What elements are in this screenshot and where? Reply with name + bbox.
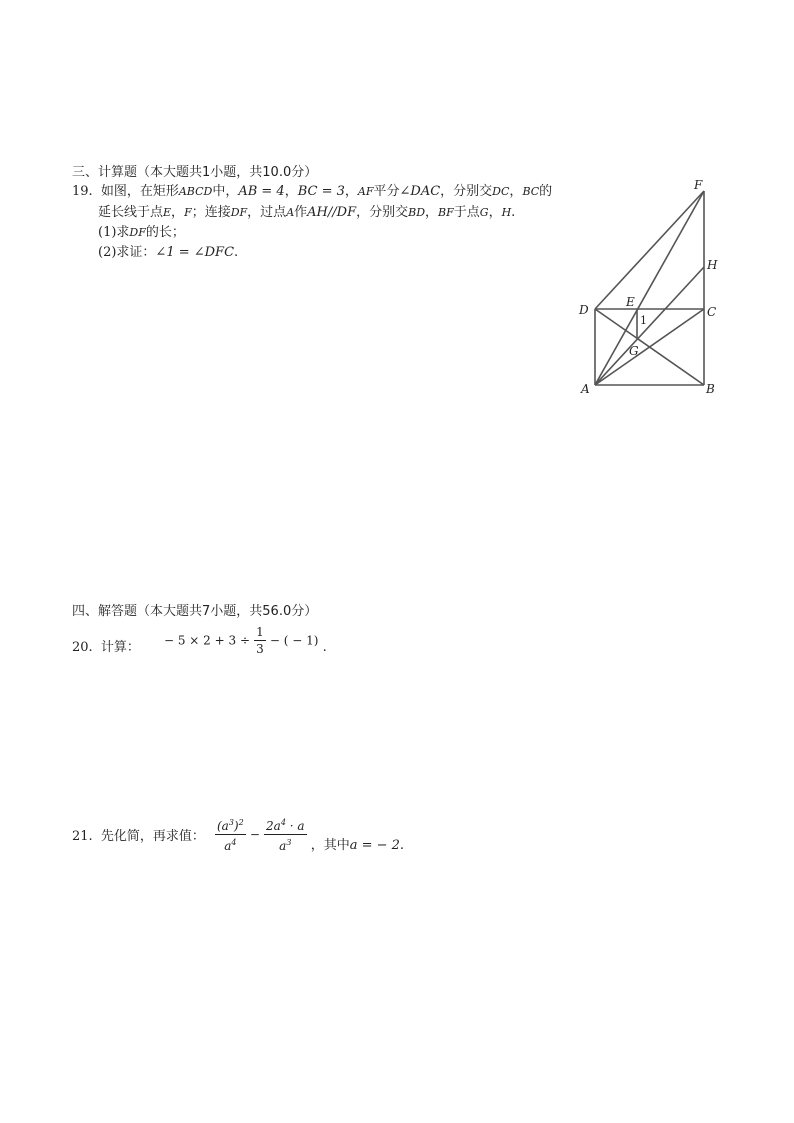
question-number: 20. (72, 640, 93, 655)
question-text: 平分 (373, 184, 400, 199)
fraction-numerator: 1 (256, 625, 264, 639)
math-fraction-1 (215, 815, 246, 854)
fraction-numerator (215, 815, 246, 835)
question-21-prompt (72, 825, 205, 844)
math-fraction (254, 624, 266, 657)
math-expression: − ( − 1) (269, 633, 319, 648)
math-expression: − 5 × 2 + 3 ÷ (163, 633, 250, 648)
math-bc: BC (522, 185, 540, 198)
question-text: 于点 (453, 205, 480, 220)
label-f: F (694, 178, 703, 192)
math-exponent: 4 (231, 838, 237, 847)
punct: ， (284, 184, 298, 199)
math-ab: AB = 4 (238, 184, 285, 199)
label-d: D (579, 303, 589, 317)
line-af (595, 191, 704, 385)
punct: ， (509, 184, 523, 199)
question-number: 21. (72, 829, 93, 844)
question-text: ，分别交 (356, 205, 409, 220)
fraction-denominator (264, 835, 307, 854)
punct: ， (488, 205, 502, 220)
math-term: · a (285, 819, 305, 833)
figure-lines (595, 191, 704, 385)
section-title-4: 四、解答题（本大题共7小题，共56.0分） (72, 604, 318, 619)
math-minus: − (249, 827, 260, 842)
math-af: AF (357, 185, 374, 198)
label-e: E (626, 295, 635, 309)
question-text: ，过点 (247, 205, 287, 220)
question-number: 19. (72, 184, 93, 199)
section-title-3: 三、计算题（本大题共1小题，共10.0分） (72, 165, 318, 180)
question-text: ；连接 (191, 205, 231, 220)
question-text: 作 (294, 205, 308, 220)
math-exponent: 4 (280, 818, 286, 827)
math-term: ) (233, 819, 239, 833)
math-angle-dac: ∠DAC (399, 184, 441, 199)
question-text: 中， (212, 184, 239, 199)
math-dc: DC (492, 185, 510, 198)
question-text: 如图，在矩形 (100, 184, 179, 199)
math-term: 2a (266, 819, 281, 833)
question-text: 先化简，再求值： (100, 829, 205, 844)
question-21-tail (311, 816, 404, 853)
line-ah (595, 267, 704, 385)
math-fraction-2 (264, 815, 307, 854)
label-h: H (707, 258, 718, 272)
math-g: G (479, 206, 489, 219)
question-text: (1)求 (98, 225, 130, 240)
question-19-line-1 (72, 182, 552, 202)
question-20-expression (164, 624, 319, 657)
math-df: DF (230, 206, 248, 219)
question-text: (2)求证： (98, 245, 156, 260)
punct: ， (425, 205, 439, 220)
math-df: DF (129, 226, 146, 239)
math-exponent: 2 (238, 818, 244, 827)
question-text: 延长线于点 (98, 205, 164, 220)
fraction-denominator: 3 (256, 642, 264, 656)
math-rect-name: ABCD (178, 185, 213, 198)
math-ah-parallel-df: AH//DF (307, 205, 357, 220)
label-c: C (707, 305, 717, 319)
math-term: (a (216, 819, 229, 833)
label-g: G (629, 344, 639, 358)
question-19-line-2 (98, 203, 515, 223)
question-text: ，其中 (310, 838, 350, 853)
math-a: A (286, 206, 295, 219)
math-bd: BD (408, 206, 426, 219)
math-f: F (184, 206, 192, 219)
fraction-numerator (264, 815, 307, 835)
question-text: 的 (539, 184, 553, 199)
math-bc: BC = 3 (297, 184, 345, 199)
question-21 (72, 815, 404, 854)
question-20 (72, 624, 327, 657)
punct: ， (171, 205, 185, 220)
punct: . (322, 640, 327, 655)
punct: ， (344, 184, 358, 199)
geometry-figure (570, 175, 730, 405)
question-19-part-1 (98, 223, 185, 243)
question-text: ，分别交 (440, 184, 493, 199)
math-exponent: 3 (286, 838, 292, 847)
fraction-denominator (215, 835, 246, 854)
question-20-prompt (72, 636, 140, 657)
math-term: a (224, 839, 232, 853)
punct: . (511, 205, 516, 220)
label-a: A (581, 382, 590, 396)
math-angle-equation: ∠1 = ∠DFC (155, 245, 235, 260)
punct: . (399, 838, 405, 853)
punct: . (234, 245, 239, 260)
label-b: B (706, 382, 715, 396)
question-text: 计算： (100, 640, 140, 655)
question-19-part-2 (98, 243, 238, 263)
math-e: E (163, 206, 172, 219)
math-exponent: 3 (228, 818, 234, 827)
label-angle-1: 1 (640, 314, 647, 327)
math-term: a (279, 839, 287, 853)
line-df (595, 191, 704, 309)
math-h: H (501, 206, 512, 219)
math-condition: a = − 2 (349, 838, 400, 853)
question-text: 的长； (145, 225, 185, 240)
math-bf: BF (438, 206, 454, 219)
